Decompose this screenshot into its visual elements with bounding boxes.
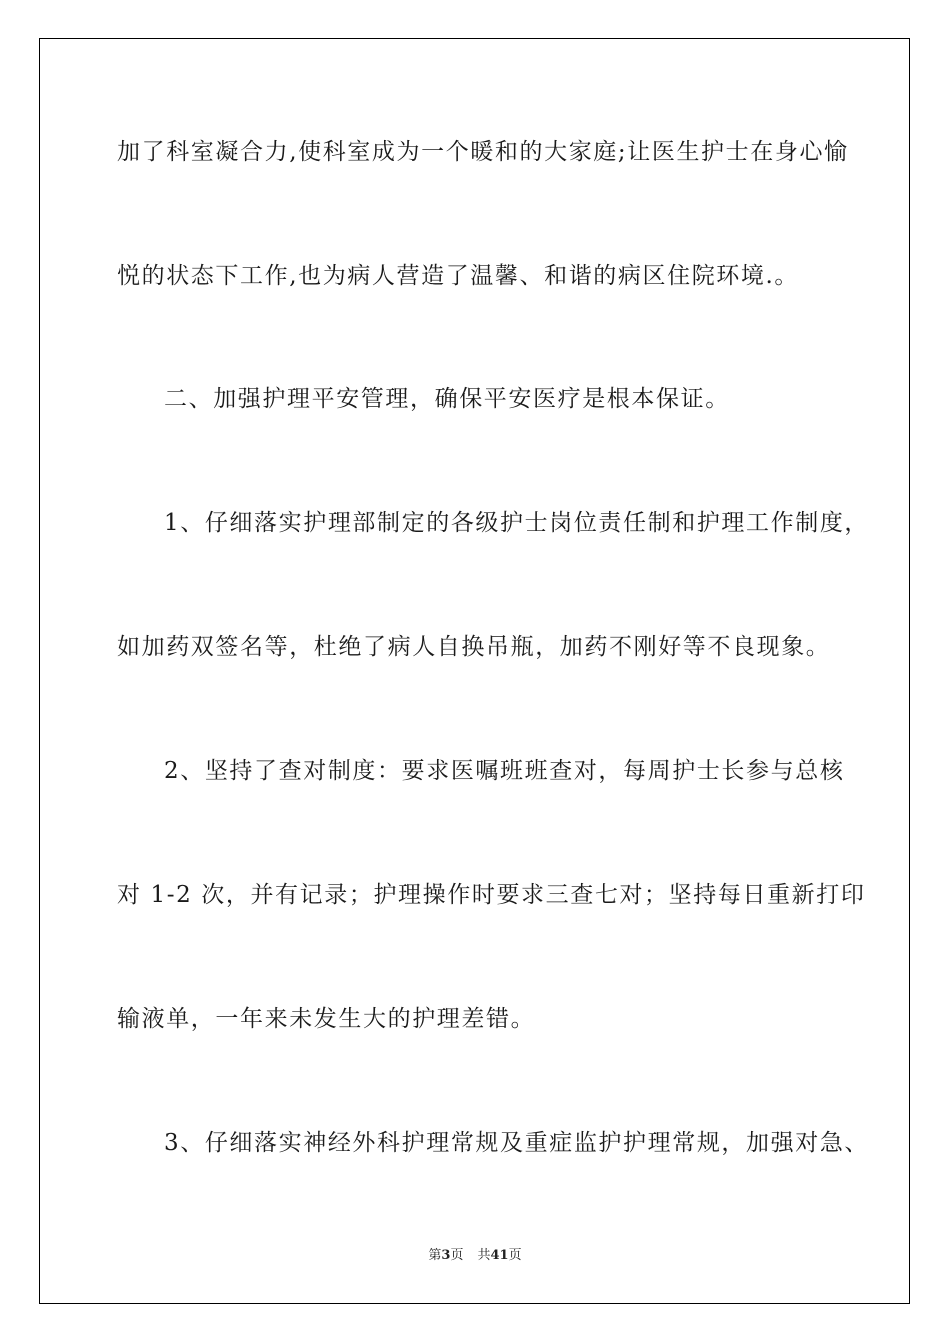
body-line-9: 3、仔细落实神经外科护理常规及重症监护护理常规，加强对急、	[164, 1130, 870, 1156]
body-line-1: 加了科室凝合力,使科室成为一个暖和的大家庭;让医生护士在身心愉	[117, 139, 849, 165]
body-line-5: 如加药双签名等，杜绝了病人自换吊瓶，加药不刚好等不良现象。	[117, 634, 831, 660]
body-line-6: 2、坚持了查对制度：要求医嘱班班查对，每周护士长参与总核	[164, 758, 845, 784]
body-line-8: 输液单，一年来未发生大的护理差错。	[117, 1006, 536, 1032]
footer-total-pages: 41	[490, 1248, 509, 1263]
body-line-7: 对 1-2 次，并有记录；护理操作时要求三查七对；坚持每日重新打印	[117, 882, 866, 908]
footer-page-suffix: 页	[450, 1248, 464, 1263]
page-border	[39, 38, 910, 1304]
section-heading-2: 二、加强护理平安管理，确保平安医疗是根本保证。	[164, 386, 730, 412]
footer-total-suffix: 页	[508, 1248, 522, 1263]
page-footer	[0, 1247, 950, 1265]
footer-total-prefix: 共	[477, 1248, 491, 1263]
body-line-4: 1、仔细落实护理部制定的各级护士岗位责任制和护理工作制度，	[164, 510, 870, 536]
body-line-2: 悦的状态下工作,也为病人营造了温馨、和谐的病区住院环境.。	[117, 263, 800, 289]
footer-page-number: 3	[441, 1248, 451, 1263]
footer-page-prefix: 第	[428, 1248, 442, 1263]
